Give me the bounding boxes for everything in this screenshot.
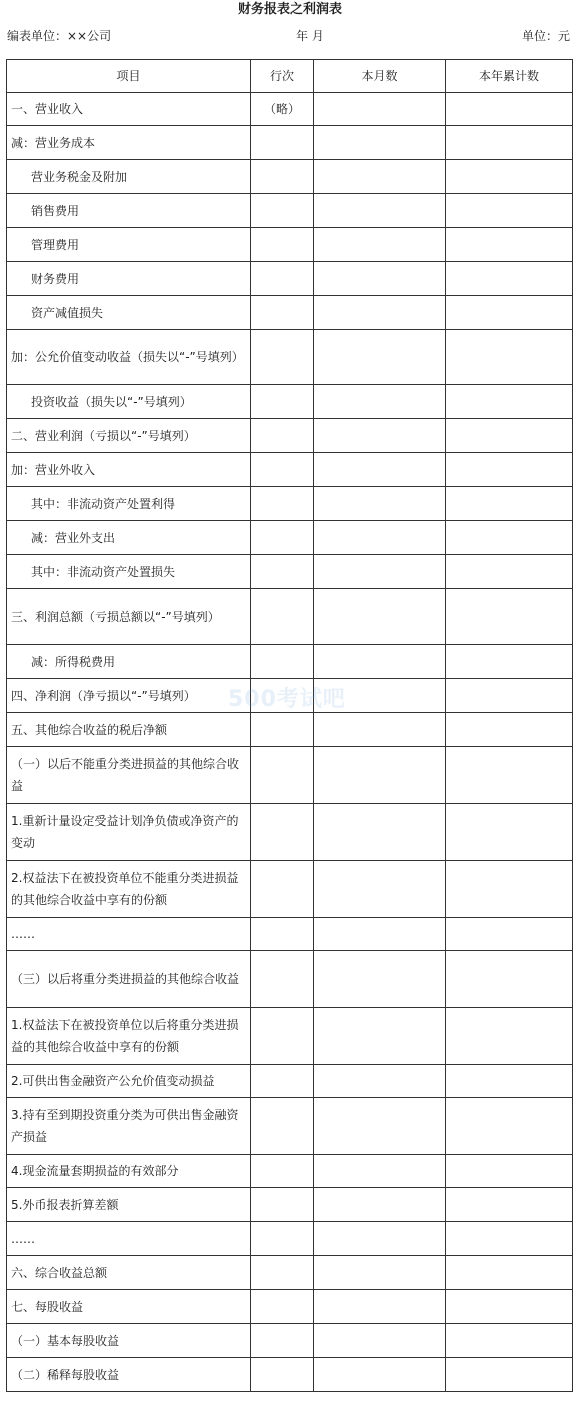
row-year-to-date-cell [446,804,573,861]
table-row [7,645,573,679]
row-item-cell: 加：营业外收入 [7,453,251,487]
table-row [7,1256,573,1290]
row-line-no-cell [251,1065,314,1098]
report-period: 年 月 [296,29,324,43]
watermark-logo: 500考试吧 [228,687,346,712]
row-item-cell: 二、营业利润（亏损以“-”号填列） [7,419,251,453]
row-current-month-cell [314,1358,446,1392]
row-current-month-cell [314,1065,446,1098]
row-current-month-cell [314,194,446,228]
row-current-month-cell [314,1098,446,1155]
row-current-month-cell [314,555,446,589]
table-row [7,385,573,419]
row-current-month-cell [314,1256,446,1290]
row-current-month-cell [314,951,446,1008]
income-statement-table [6,59,573,1392]
row-item-cell: 减：营业外支出 [7,521,251,555]
row-line-no-cell [251,521,314,555]
row-item-cell: 2.可供出售金融资产公允价值变动损益 [7,1065,251,1098]
row-year-to-date-cell [446,918,573,951]
row-item-cell: 1.重新计量设定受益计划净负债或净资产的变动 [7,804,251,861]
row-line-no-cell: （略） [251,93,314,126]
row-current-month-cell [314,1290,446,1324]
row-line-no-cell [251,1358,314,1392]
table-row [7,419,573,453]
row-line-no-cell [251,804,314,861]
row-year-to-date-cell [446,296,573,330]
row-item-cell: 六、综合收益总额 [7,1256,251,1290]
row-item-cell: 管理费用 [7,228,251,262]
row-line-no-cell [251,330,314,385]
row-current-month-cell [314,419,446,453]
row-year-to-date-cell [446,589,573,645]
row-item-cell: （三）以后将重分类进损益的其他综合收益 [7,951,251,1008]
row-line-no-cell [251,296,314,330]
row-line-no-cell [251,1222,314,1256]
row-line-no-cell [251,228,314,262]
row-item-cell: 一、营业收入 [7,93,251,126]
row-current-month-cell [314,160,446,194]
row-current-month-cell [314,679,446,713]
row-line-no-cell [251,589,314,645]
row-line-no-cell [251,1256,314,1290]
row-item-cell: 减：营业务成本 [7,126,251,160]
row-year-to-date-cell [446,419,573,453]
row-item-cell: 财务费用 [7,262,251,296]
row-item-cell: …… [7,918,251,951]
report-title: 财务报表之利润表 [237,2,342,17]
row-current-month-cell [314,487,446,521]
row-current-month-cell [314,1008,446,1065]
row-line-no-cell [251,419,314,453]
table-row [7,918,573,951]
row-year-to-date-cell [446,1188,573,1222]
row-line-no-cell [251,194,314,228]
row-year-to-date-cell [446,330,573,385]
row-line-no-cell [251,951,314,1008]
row-year-to-date-cell [446,713,573,747]
row-current-month-cell [314,918,446,951]
row-year-to-date-cell [446,679,573,713]
table-row [7,1222,573,1256]
row-year-to-date-cell [446,93,573,126]
row-year-to-date-cell [446,228,573,262]
row-line-no-cell [251,453,314,487]
row-year-to-date-cell [446,487,573,521]
table-row [7,1358,573,1392]
row-current-month-cell [314,589,446,645]
table-row [7,1188,573,1222]
row-year-to-date-cell [446,160,573,194]
table-row [7,804,573,861]
table-row [7,453,573,487]
table-row [7,555,573,589]
row-current-month-cell [314,296,446,330]
row-line-no-cell [251,555,314,589]
row-current-month-cell [314,521,446,555]
row-current-month-cell [314,645,446,679]
row-current-month-cell [314,126,446,160]
row-year-to-date-cell [446,521,573,555]
table-row [7,589,573,645]
row-year-to-date-cell [446,1098,573,1155]
row-line-no-cell [251,1324,314,1358]
row-current-month-cell [314,1188,446,1222]
row-year-to-date-cell [446,951,573,1008]
row-line-no-cell [251,487,314,521]
row-item-cell: 5.外币报表折算差额 [7,1188,251,1222]
table-row [7,262,573,296]
row-item-cell: （二）稀释每股收益 [7,1358,251,1392]
row-item-cell: 七、每股收益 [7,1290,251,1324]
reporting-unit: 编表单位：××公司 [7,29,112,43]
row-year-to-date-cell [446,645,573,679]
row-item-cell: 加：公允价值变动收益（损失以“-”号填列） [7,330,251,385]
table-row [7,126,573,160]
row-item-cell: 其中：非流动资产处置利得 [7,487,251,521]
row-line-no-cell [251,679,314,713]
row-line-no-cell [251,1008,314,1065]
column-header-item: 项目 [7,60,251,93]
row-line-no-cell [251,747,314,804]
row-item-cell: 投资收益（损失以“-”号填列） [7,385,251,419]
row-current-month-cell [314,262,446,296]
row-year-to-date-cell [446,262,573,296]
table-row [7,521,573,555]
row-current-month-cell [314,747,446,804]
row-item-cell: 五、其他综合收益的税后净额 [7,713,251,747]
row-line-no-cell [251,713,314,747]
row-item-cell: 3.持有至到期投资重分类为可供出售金融资产损益 [7,1098,251,1155]
row-line-no-cell [251,1290,314,1324]
row-current-month-cell [314,330,446,385]
column-header-line-no: 行次 [251,60,314,93]
table-row [7,1008,573,1065]
row-current-month-cell [314,1222,446,1256]
row-line-no-cell [251,160,314,194]
row-item-cell: （一）基本每股收益 [7,1324,251,1358]
row-year-to-date-cell [446,1358,573,1392]
row-item-cell: 其中：非流动资产处置损失 [7,555,251,589]
row-item-cell: 2.权益法下在被投资单位不能重分类进损益的其他综合收益中享有的份额 [7,861,251,918]
table-row [7,160,573,194]
table-row [7,713,573,747]
row-item-cell: …… [7,1222,251,1256]
row-year-to-date-cell [446,1290,573,1324]
table-row [7,1290,573,1324]
column-header-year-to-date: 本年累计数 [446,60,573,93]
row-year-to-date-cell [446,1324,573,1358]
row-year-to-date-cell [446,1256,573,1290]
row-year-to-date-cell [446,555,573,589]
row-item-cell: 减：所得税费用 [7,645,251,679]
table-row [7,487,573,521]
row-line-no-cell [251,645,314,679]
row-current-month-cell [314,228,446,262]
row-item-cell: 销售费用 [7,194,251,228]
row-line-no-cell [251,1155,314,1188]
row-current-month-cell [314,804,446,861]
table-row [7,194,573,228]
row-line-no-cell [251,1188,314,1222]
table-row [7,1065,573,1098]
table-row [7,93,573,126]
row-current-month-cell [314,453,446,487]
row-year-to-date-cell [446,1155,573,1188]
table-row [7,330,573,385]
row-current-month-cell [314,1155,446,1188]
row-current-month-cell [314,861,446,918]
row-current-month-cell [314,1324,446,1358]
row-line-no-cell [251,126,314,160]
row-line-no-cell [251,262,314,296]
row-year-to-date-cell [446,1222,573,1256]
row-item-cell: 1.权益法下在被投资单位以后将重分类进损益的其他综合收益中享有的份额 [7,1008,251,1065]
table-header-row [7,60,573,93]
table-row [7,296,573,330]
currency-unit: 单位：元 [521,29,570,43]
row-year-to-date-cell [446,194,573,228]
table-row [7,747,573,804]
row-year-to-date-cell [446,1065,573,1098]
row-year-to-date-cell [446,453,573,487]
column-header-current-month: 本月数 [314,60,446,93]
row-year-to-date-cell [446,385,573,419]
table-row [7,679,573,713]
table-row [7,861,573,918]
row-item-cell: 营业务税金及附加 [7,160,251,194]
row-current-month-cell [314,385,446,419]
row-year-to-date-cell [446,861,573,918]
table-row [7,951,573,1008]
row-item-cell: （一）以后不能重分类进损益的其他综合收益 [7,747,251,804]
row-line-no-cell [251,918,314,951]
table-row [7,228,573,262]
table-row [7,1324,573,1358]
row-line-no-cell [251,1098,314,1155]
row-item-cell: 资产减值损失 [7,296,251,330]
table-row [7,1098,573,1155]
row-current-month-cell [314,93,446,126]
row-year-to-date-cell [446,1008,573,1065]
row-item-cell: 四、净利润（净亏损以“-”号填列） [7,679,251,713]
table-row [7,1155,573,1188]
row-year-to-date-cell [446,126,573,160]
row-line-no-cell [251,861,314,918]
row-current-month-cell [314,713,446,747]
row-item-cell: 4.现金流量套期损益的有效部分 [7,1155,251,1188]
row-item-cell: 三、利润总额（亏损总额以“-”号填列） [7,589,251,645]
row-line-no-cell [251,385,314,419]
row-year-to-date-cell [446,747,573,804]
